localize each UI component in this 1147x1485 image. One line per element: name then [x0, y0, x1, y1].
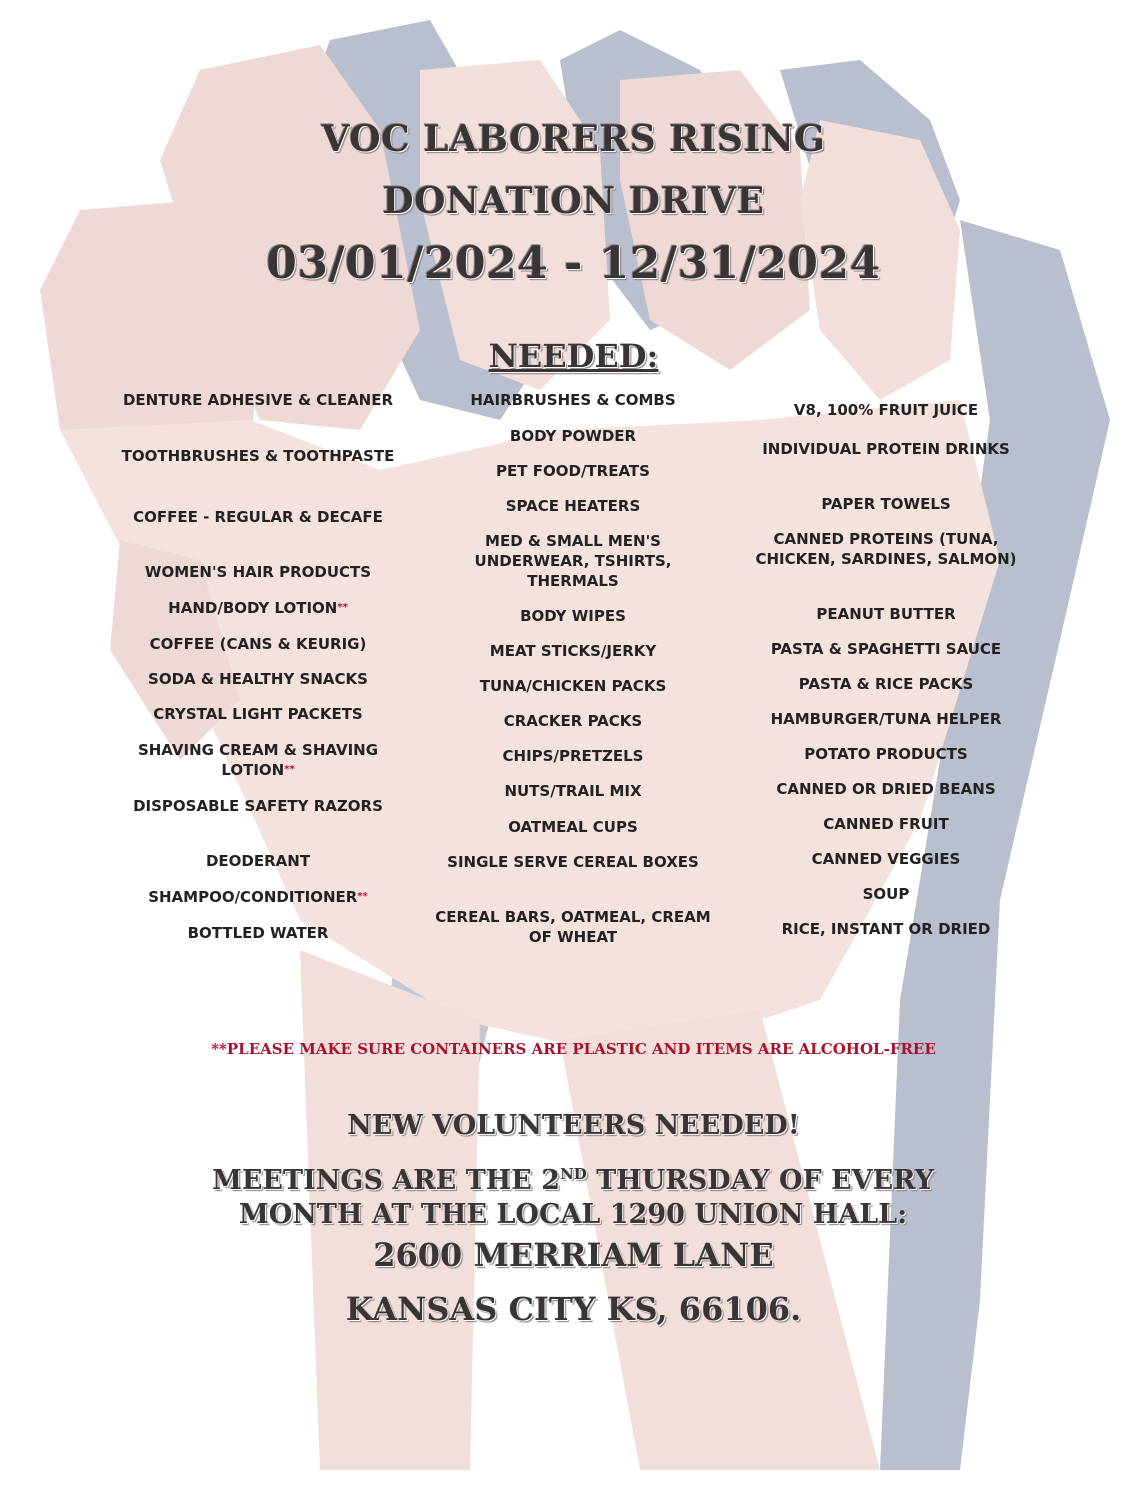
list-item: CANNED VEGGIES [811, 850, 961, 868]
title-line-1: VOC LABORERS RISING [321, 118, 826, 160]
list-item: RICE, INSTANT OR DRIED [781, 920, 991, 938]
list-item: BOTTLED WATER [187, 924, 329, 942]
list-item: HAND/BODY LOTION** [168, 599, 348, 617]
list-item: CRYSTAL LIGHT PACKETS [153, 705, 363, 723]
list-item: NUTS/TRAIL MIX [504, 782, 642, 800]
volunteers-heading: NEW VOLUNTEERS NEEDED! [347, 1110, 800, 1141]
list-item: V8, 100% FRUIT JUICE [793, 401, 979, 419]
list-item: CANNED PROTEINS (TUNA, CHICKEN, SARDINES, SALMON) [755, 530, 1017, 568]
list-item: CANNED FRUIT [823, 815, 949, 833]
address-line-2: KANSAS CITY KS, 66106. [345, 1290, 802, 1328]
list-item: SHAVING CREAM & SHAVING LOTION** [137, 741, 379, 779]
list-item: COFFEE - REGULAR & DECAFE [133, 508, 383, 526]
list-item: HAIRBRUSHES & COMBS [470, 391, 676, 409]
list-item: HAMBURGER/TUNA HELPER [770, 710, 1002, 728]
list-item: PEANUT BUTTER [816, 605, 956, 623]
list-item: COFFEE (CANS & KEURIG) [149, 635, 367, 653]
list-item: CHIPS/PRETZELS [502, 747, 644, 765]
list-item: DEODERANT [205, 852, 311, 870]
list-item: CANNED OR DRIED BEANS [776, 780, 996, 798]
list-item: BODY WIPES [520, 607, 626, 625]
list-item: SINGLE SERVE CEREAL BOXES [447, 853, 699, 871]
list-item: OATMEAL CUPS [508, 818, 638, 836]
list-item: SODA & HEALTHY SNACKS [148, 670, 368, 688]
list-item: DENTURE ADHESIVE & CLEANER [122, 391, 394, 409]
asterisk-mark: ** [284, 764, 295, 775]
asterisk-mark: ** [357, 891, 368, 902]
list-item: BODY POWDER [509, 427, 637, 445]
list-item: SPACE HEATERS [505, 497, 641, 515]
list-item: CEREAL BARS, OATMEAL, CREAM OF WHEAT [435, 908, 711, 946]
asterisk-mark: ** [337, 602, 348, 613]
list-item: INDIVIDUAL PROTEIN DRINKS [762, 440, 1010, 458]
title-line-2: DONATION DRIVE [382, 180, 765, 222]
list-item: MEAT STICKS/JERKY [489, 642, 657, 660]
meetings-info: MEETINGS ARE THE 2ND THURSDAY OF EVERY MONTH AT THE LOCAL 1290 UNION HALL: [211, 1165, 935, 1230]
container-note: **PLEASE MAKE SURE CONTAINERS ARE PLASTIC AND ITEMS ARE ALCOHOL-FREE [211, 1040, 936, 1058]
list-item: PET FOOD/TREATS [496, 462, 650, 480]
list-item: DISPOSABLE SAFETY RAZORS [133, 797, 383, 815]
list-item: TOOTHBRUSHES & TOOTHPASTE [121, 447, 395, 465]
list-item: WOMEN'S HAIR PRODUCTS [144, 563, 372, 581]
list-item: MED & SMALL MEN'S UNDERWEAR, TSHIRTS, THERMALS [474, 532, 672, 590]
needed-heading: NEEDED: [488, 337, 659, 375]
list-item: PASTA & RICE PACKS [798, 675, 974, 693]
list-item: POTATO PRODUCTS [804, 745, 968, 763]
list-item: PASTA & SPAGHETTI SAUCE [770, 640, 1002, 658]
list-item: SHAMPOO/CONDITIONER** [148, 888, 368, 906]
list-item: CRACKER PACKS [503, 712, 643, 730]
address-line-1: 2600 MERRIAM LANE [373, 1236, 774, 1274]
list-item: SOUP [862, 885, 910, 903]
date-range: 03/01/2024 - 12/31/2024 [266, 238, 881, 289]
list-item: TUNA/CHICKEN PACKS [479, 677, 667, 695]
list-item: PAPER TOWELS [821, 495, 951, 513]
